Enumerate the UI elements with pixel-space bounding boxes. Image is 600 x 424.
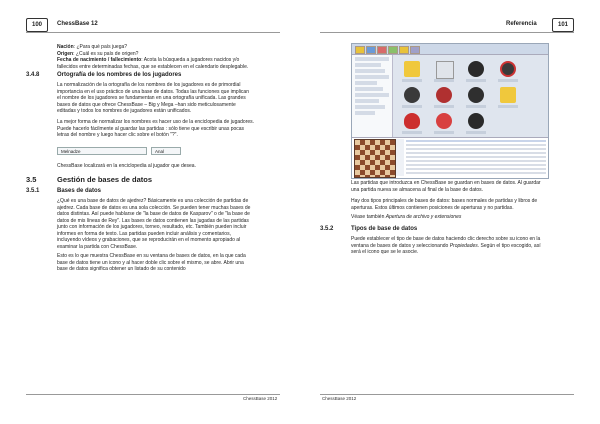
shield-icon[interactable]: [436, 87, 452, 103]
toolbar-icon: [399, 46, 409, 54]
heart-icon[interactable]: [404, 113, 420, 129]
list-item[interactable]: [406, 156, 546, 158]
clock-icon[interactable]: [404, 87, 420, 103]
intro-continuation: fallecidos entre determinadas fechas, que se establecen en el calendario desplegable.: [57, 63, 249, 70]
database-icon[interactable]: [436, 61, 454, 79]
folder-icon[interactable]: [500, 87, 516, 103]
player-firstname-field[interactable]: Anal: [151, 147, 181, 155]
intro-block: [57, 44, 282, 70]
see-also-line: Véase también Apertura de archivo y extensiones: [351, 214, 462, 220]
list-item[interactable]: [406, 164, 546, 166]
header-rule-right: [320, 32, 574, 33]
list-item[interactable]: [406, 160, 546, 162]
list-item[interactable]: [406, 152, 546, 154]
toolbar-icon: [355, 46, 365, 54]
see-also-link[interactable]: Apertura de archivo y extensiones: [385, 214, 462, 220]
section-title: Tipos de base de datos: [351, 226, 418, 232]
intro-line-nacion: Nación: ¿Para qué país juega?: [57, 44, 128, 50]
header-rule-left: [26, 32, 280, 33]
section-title: Gestión de bases de datos: [57, 175, 153, 184]
paragraph: Esto es lo que muestra ChessBase en su ventana de bases de datos, en la que cada base de datos tiene un icono y al hacer doble clic sobre el mismo, se abre. Abrir una base de datos significa obtener un listado de su contenido: [57, 253, 246, 272]
paragraph: La normalización de la ortografía de los nombres de los jugadores es de primordial importancia en el uso práctico de una base de datos. Todas las funciones que implican el nombre de los jugadores se fundamentan en una ortografía unificada. Las grandes bases de datos que ofrece ChessBase – Big y Mega –han sido meticulosamente editadas y todos los nombres de jugadores están unificados.: [57, 82, 249, 114]
section-title: Bases de datos: [57, 188, 102, 194]
notation-pane: [396, 139, 404, 176]
list-item[interactable]: [406, 140, 546, 142]
page-number-left: 100: [26, 18, 48, 32]
page-number-right: 101: [552, 18, 574, 32]
running-header-right: Referencia: [506, 21, 537, 27]
properties-link[interactable]: Propiedades: [449, 242, 478, 249]
database-window-screenshot: [351, 43, 549, 179]
running-header-left: ChessBase 12: [57, 21, 98, 27]
list-item[interactable]: [406, 144, 546, 146]
section-title: Ortografía de los nombres de los jugadores: [57, 72, 182, 78]
footer-rule-right: [320, 394, 574, 395]
section-number: 3.5: [26, 175, 37, 184]
paragraph: ¿Qué es una base de datos de ajedrez? Básicamente es una colección de partidas de ajedrez. Cada base de datos es una sola colección. Se pueden tener muchas bases de datos distintas. Así puede hablarse de "la base de datos de Kasparov" o de "la base de datos de mis líneas de Rey". Las bases de datos contienen las jugadas de las partidas junto con información de los jugadores, torneo, resultado, etc. También pueden incluir informes en forma de texto. Las partidas pueden incluir análisis y comentarios, incluyendo vídeos y grabaciones, que se reproducirán en el momento apropiado al examinar la partida con ChessBase.: [57, 198, 251, 250]
list-item[interactable]: [406, 172, 546, 174]
toolbar: [352, 44, 548, 55]
section-number: 3.5.1: [26, 188, 40, 194]
toolbar-icon: [410, 46, 420, 54]
toolbar-icon: [377, 46, 387, 54]
clock-icon[interactable]: [468, 61, 484, 77]
clock-icon[interactable]: [500, 61, 516, 77]
screenshot-caption: Las partidas que introduzca en ChessBase se guardan en bases de datos. Al guardar una partida nueva se almacena al final de la base de datos.: [351, 180, 541, 193]
intro-line-origen: Origen: ¿Cuál es su país de origen?: [57, 50, 139, 57]
clock-icon[interactable]: [468, 113, 484, 129]
paragraph: La mejor forma de normalizar los nombres es hacer uso de la enciclopedia de jugadores. Puede hacerlo fácilmente al guardar las partidas : sólo tiene que escribir unas pocas letras del nombre y luego hacer clic sobre el botón "?".: [57, 119, 255, 138]
paragraph: Puede establecer el tipo de base de datos haciendo clic derecho sobre su icono en la ventana de bases de datos y seleccionando Propiedades. Según el tipo escogido, así será el icono que se le asocie.: [351, 236, 541, 255]
intro-line-fecha: Fecha de nacimiento / fallecimiento: Acota la búsqueda a jugadores nacidos y/o: [57, 57, 240, 63]
section-number: 3.4.8: [26, 72, 40, 78]
footer-left: ChessBase 2012: [243, 396, 278, 401]
folder-icon[interactable]: [404, 61, 420, 77]
folder-tree[interactable]: [352, 55, 393, 137]
heart-icon[interactable]: [436, 113, 452, 129]
paragraph: Hay dos tipos principales de bases de datos: bases normales de partidas y libros de aperturas. Estos últimos contienen posiciones de aperturas y no partidas.: [351, 198, 538, 211]
toolbar-icon: [366, 46, 376, 54]
list-item[interactable]: [406, 168, 546, 170]
toolbar-icon: [388, 46, 398, 54]
section-number: 3.5.2: [320, 226, 334, 232]
player-name-field[interactable]: Melnadze: [57, 147, 147, 155]
chessboard-icon: [354, 139, 396, 178]
database-icon[interactable]: [468, 87, 484, 103]
footer-rule-left: [26, 394, 280, 395]
paragraph: ChessBase localizará en la enciclopedia al jugador que desea.: [57, 163, 196, 169]
list-item[interactable]: [406, 148, 546, 150]
footer-right: ChessBase 2012: [322, 396, 357, 401]
